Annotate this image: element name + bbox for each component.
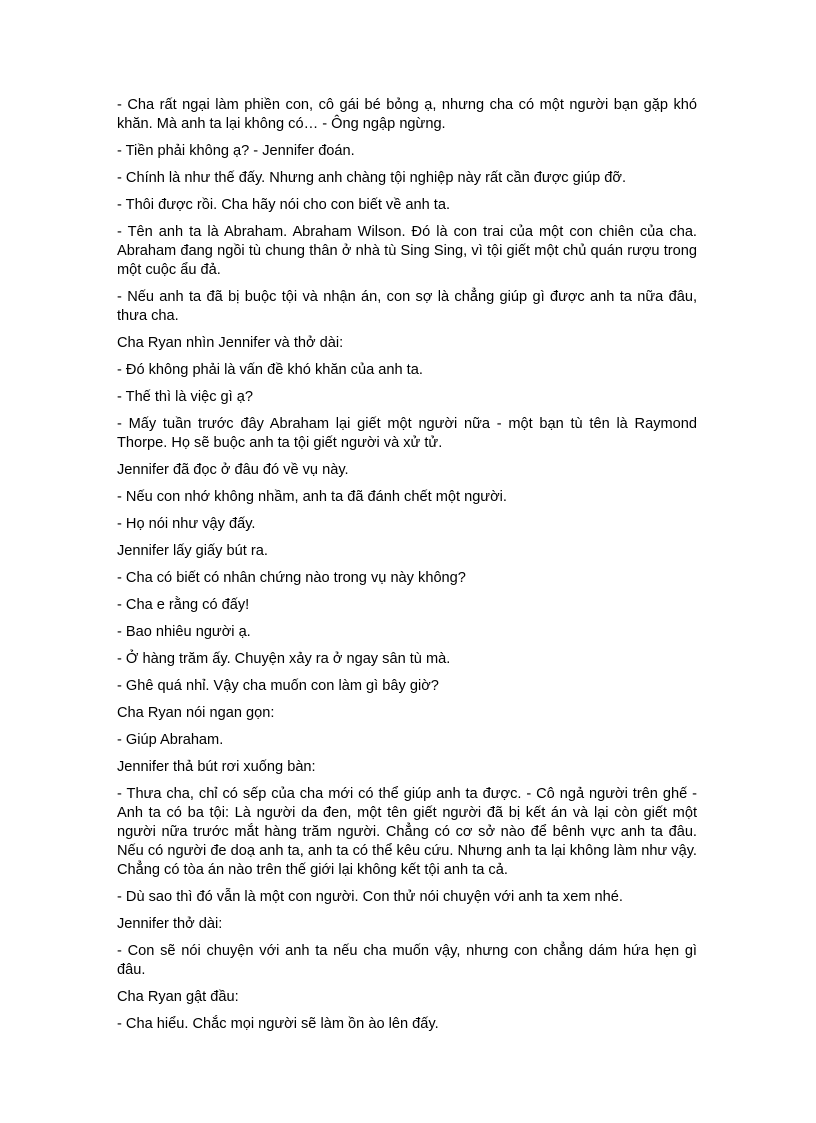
- paragraph: - Cha e rằng có đấy!: [117, 597, 250, 613]
- paragraph: - Dù sao thì đó vẫn là một con người. Con thử nói chuyện với anh ta xem nhé.: [117, 889, 623, 905]
- paragraph: - Thôi được rồi. Cha hãy nói cho con biết về anh ta.: [117, 197, 451, 213]
- paragraph: - Ở hàng trăm ấy. Chuyện xảy ra ở ngay sân tù mà.: [117, 651, 451, 667]
- paragraph: - Con sẽ nói chuyện với anh ta nếu cha muốn vậy, nhưng con chẳng dám hứa hẹn gì đâu.: [117, 943, 697, 978]
- paragraph: - Bao nhiêu người ạ.: [117, 624, 251, 640]
- paragraph: - Đó không phải là vấn đề khó khăn của anh ta.: [117, 362, 423, 378]
- paragraph: - Giúp Abraham.: [117, 732, 224, 748]
- paragraph: - Tiền phải không ạ? - Jennifer đoán.: [117, 143, 355, 159]
- paragraph: - Mấy tuần trước đây Abraham lại giết một người nữa - một bạn tù tên là Raymond Thorpe. Họ sẽ buộc anh ta tội giết người và xử tử.: [117, 416, 697, 451]
- paragraph: - Thế thì là việc gì ạ?: [117, 389, 254, 405]
- paragraph: - Cha có biết có nhân chứng nào trong vụ này không?: [117, 570, 466, 586]
- paragraph: Cha Ryan nói ngan gọn:: [117, 705, 275, 721]
- paragraph: Jennifer thở dài:: [117, 916, 223, 932]
- paragraph: - Chính là như thế đấy. Nhưng anh chàng tội nghiệp này rất cần được giúp đỡ.: [117, 170, 627, 186]
- paragraph: Cha Ryan nhìn Jennifer và thở dài:: [117, 335, 344, 351]
- paragraph: - Họ nói như vậy đấy.: [117, 516, 256, 532]
- paragraph: - Nếu con nhớ không nhầm, anh ta đã đánh chết một người.: [117, 489, 507, 505]
- paragraph: Jennifer lấy giấy bút ra.: [117, 543, 268, 559]
- paragraph: - Thưa cha, chỉ có sếp của cha mới có thể giúp anh ta được. - Cô ngả người trên ghế - Anh ta có ba tội: Là người da đen, một tên giết người đã bị kết án và lại còn giết một người nữa trước mắt hàng trăm người. Chẳng có cơ sở nào để bênh vực anh ta đâu. Nếu có người đe doạ anh ta, anh ta có thể kêu cứu. Nhưng anh ta lại không làm như vậy. Chẳng có tòa án nào trên thế giới lại không kết tội anh ta cả.: [117, 786, 697, 878]
- paragraph: - Ghê quá nhỉ. Vậy cha muốn con làm gì bây giờ?: [117, 678, 439, 694]
- paragraph: Cha Ryan gật đầu:: [117, 989, 239, 1005]
- paragraph: - Cha hiểu. Chắc mọi người sẽ làm ồn ào lên đấy.: [117, 1016, 439, 1032]
- paragraph: - Cha rất ngại làm phiền con, cô gái bé bỏng ạ, nhưng cha có một người bạn gặp khó khăn. Mà anh ta lại không có… - Ông ngập ngừng.: [117, 97, 697, 132]
- paragraph: - Tên anh ta là Abraham. Abraham Wilson. Đó là con trai của một con chiên của cha. Abraham đang ngồi tù chung thân ở nhà tù Sing Sing, vì tội giết một chủ quán rượu trong một cuộc ẩu đả.: [117, 224, 697, 278]
- document-page: [117, 96, 697, 1042]
- paragraph: Jennifer thả bút rơi xuống bàn:: [117, 759, 316, 775]
- paragraph: Jennifer đã đọc ở đâu đó về vụ này.: [117, 462, 349, 478]
- paragraph: - Nếu anh ta đã bị buộc tội và nhận án, con sợ là chẳng giúp gì được anh ta nữa đâu, thưa cha.: [117, 289, 697, 324]
